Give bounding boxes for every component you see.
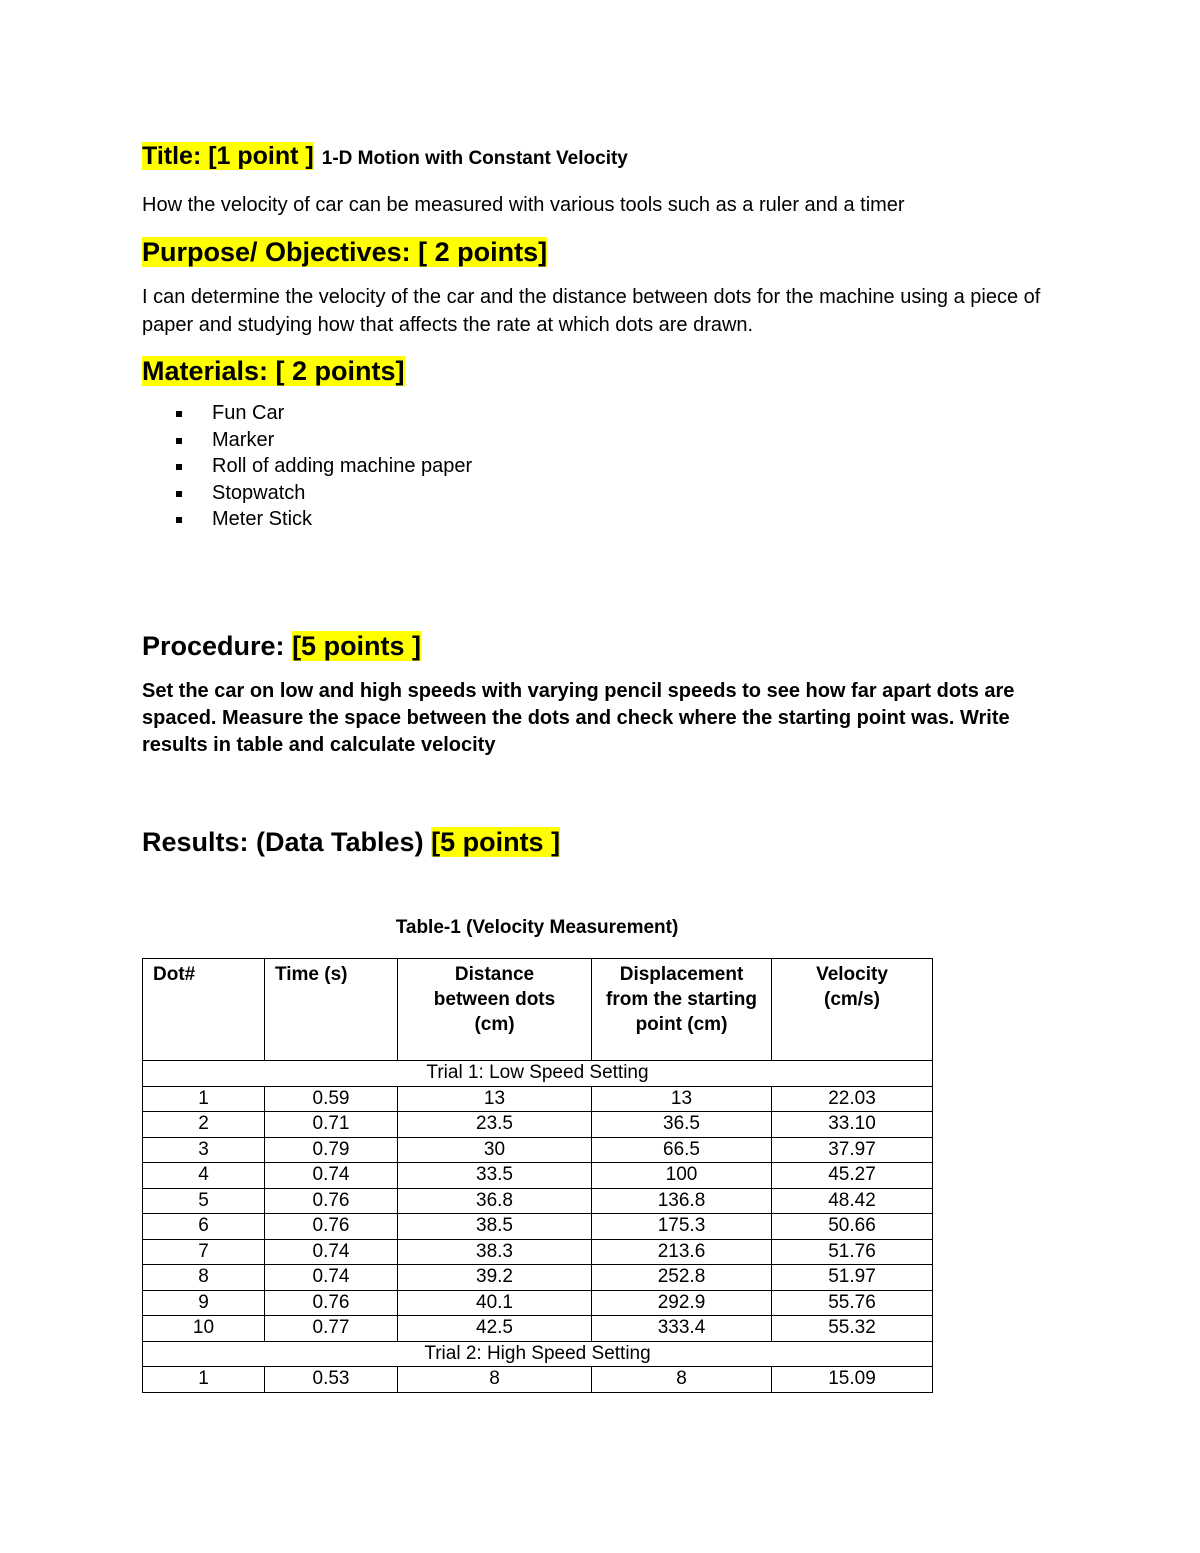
table-cell: 0.74 [265,1163,398,1189]
table-cell: 1 [143,1086,265,1112]
table-cell: 0.76 [265,1188,398,1214]
table-cell: 6 [143,1214,265,1240]
results-points: [5 points ] [431,827,561,857]
table-body [143,1061,933,1393]
table-cell: 100 [592,1163,772,1189]
table-cell: 8 [398,1367,592,1393]
table-row [143,1137,933,1163]
table-cell: 36.5 [592,1112,772,1138]
purpose-text: I can determine the velocity of the car and the distance between dots for the machine using a piece of paper and studying how that affects the rate at which dots are drawn. [142,286,1041,336]
header-displacement: Displacement from the starting point (cm) [592,959,772,1061]
table-cell: 252.8 [592,1265,772,1291]
table-cell: 0.71 [265,1112,398,1138]
title-line [142,142,628,171]
trial1-row [143,1061,933,1087]
materials-list [172,400,472,533]
table-cell: 8 [592,1367,772,1393]
header-time: Time (s) [265,959,398,1061]
table-cell: 37.97 [772,1137,933,1163]
table-cell: 175.3 [592,1214,772,1240]
table-cell: 1 [143,1367,265,1393]
procedure-text: Set the car on low and high speeds with varying pencil speeds to see how far apart dots are spaced. Measure the space between the dots and check where the starting point was. Write results in table and calculate velocity [142,680,1015,756]
table-cell: 13 [398,1086,592,1112]
table-cell: 0.74 [265,1239,398,1265]
table-cell: 292.9 [592,1290,772,1316]
table-cell: 0.74 [265,1265,398,1291]
trial2-row-label: Trial 2: High Speed Setting [143,1341,933,1367]
materials-heading [142,355,405,387]
procedure-points: [5 points ] [292,631,422,661]
table-cell: 55.32 [772,1316,933,1342]
table-cell: 45.27 [772,1163,933,1189]
table-cell: 40.1 [398,1290,592,1316]
table-caption: Table-1 (Velocity Measurement) [395,917,679,938]
table-row [143,1214,933,1240]
table-cell: 136.8 [592,1188,772,1214]
purpose-heading [142,236,547,268]
table-cell: 0.53 [265,1367,398,1393]
table-row [143,1265,933,1291]
title-text: 1-D Motion with Constant Velocity [321,148,628,169]
table-row [143,1163,933,1189]
table-cell: 42.5 [398,1316,592,1342]
table-cell: 0.76 [265,1290,398,1316]
list-item: Roll of adding machine paper [172,453,472,480]
table-cell: 22.03 [772,1086,933,1112]
table-cell: 10 [143,1316,265,1342]
results-heading-text: Results: (Data Tables) [142,827,424,857]
table-header-row [143,959,933,1061]
table-cell: 33.10 [772,1112,933,1138]
trial2-row [143,1341,933,1367]
header-velocity: Velocity (cm/s) [772,959,933,1061]
table-cell: 4 [143,1163,265,1189]
purpose-heading-text: Purpose/ Objectives: [ 2 points] [142,237,548,267]
table-row [143,1367,933,1393]
header-dot: Dot# [143,959,265,1061]
table-cell: 55.76 [772,1290,933,1316]
table-cell: 2 [143,1112,265,1138]
title-subtitle: How the velocity of car can be measured with various tools such as a ruler and a timer [142,194,905,216]
table-cell: 5 [143,1188,265,1214]
table-cell: 0.76 [265,1214,398,1240]
table-cell: 13 [592,1086,772,1112]
table-cell: 36.8 [398,1188,592,1214]
table-cell: 38.5 [398,1214,592,1240]
table-cell: 9 [143,1290,265,1316]
table-cell: 39.2 [398,1265,592,1291]
table-cell: 33.5 [398,1163,592,1189]
table-cell: 38.3 [398,1239,592,1265]
table-cell: 51.76 [772,1239,933,1265]
trial1-row-label: Trial 1: Low Speed Setting [143,1061,933,1087]
table-cell: 213.6 [592,1239,772,1265]
results-heading [142,826,560,858]
table-row [143,1112,933,1138]
materials-heading-text: Materials: [ 2 points] [142,356,405,386]
table-row [143,1188,933,1214]
table-cell: 3 [143,1137,265,1163]
table-cell: 0.77 [265,1316,398,1342]
table-cell: 23.5 [398,1112,592,1138]
table-cell: 8 [143,1265,265,1291]
table-cell: 51.97 [772,1265,933,1291]
list-item: Fun Car [172,400,472,427]
table-row [143,1086,933,1112]
table-cell: 48.42 [772,1188,933,1214]
table-cell: 30 [398,1137,592,1163]
procedure-heading-text: Procedure: [142,631,285,661]
table-cell: 15.09 [772,1367,933,1393]
list-item: Stopwatch [172,480,472,507]
table-row [143,1239,933,1265]
table-cell: 0.79 [265,1137,398,1163]
table-cell: 7 [143,1239,265,1265]
table-cell: 333.4 [592,1316,772,1342]
data-table [142,958,933,1393]
list-item: Meter Stick [172,506,472,533]
header-distance: Distance between dots (cm) [398,959,592,1061]
table-row [143,1316,933,1342]
table-cell: 66.5 [592,1137,772,1163]
procedure-heading [142,630,421,662]
title-label: Title: [1 point ] [142,142,314,170]
table-cell: 0.59 [265,1086,398,1112]
table-cell: 50.66 [772,1214,933,1240]
table-row [143,1290,933,1316]
list-item: Marker [172,427,472,454]
